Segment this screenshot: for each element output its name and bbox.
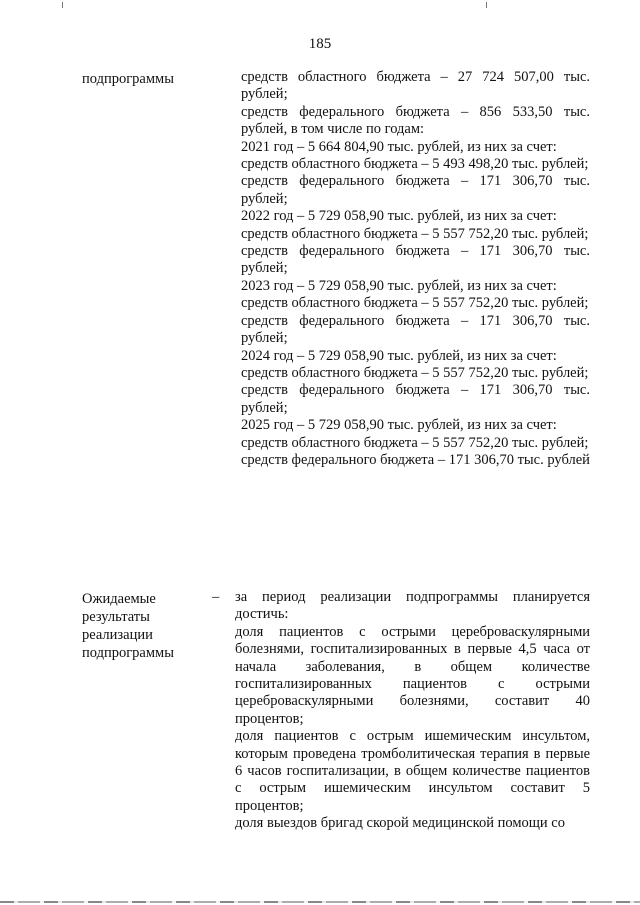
funding-line: средств областного бюджета – 5 557 752,20 тыс. рублей;: [241, 295, 589, 312]
expected-results: [235, 589, 590, 833]
funding-line: средств областного бюджета – 5 493 498,20 тыс. рублей;: [241, 156, 589, 173]
scan-edge: [0, 901, 640, 903]
result-paragraph: доля пациентов с острым ишемическим инсультом, которым проведена тромболитическая терапия в первые 6 часов госпитализации, в общем количестве пациентов с острым ишемическим инсультом составит 5 процентов;: [235, 728, 590, 814]
result-paragraph: за период реализации подпрограммы планируется достичь:: [235, 589, 590, 623]
funding-line: 2024 год – 5 729 058,90 тыс. рублей, из них за счет:: [241, 347, 557, 364]
funding-line: средств федерального бюджета – 171 306,70 тыс. рублей;: [241, 312, 590, 347]
page-number: 185: [308, 36, 332, 52]
funding-line: средств федерального бюджета – 171 306,70 тыс. рублей;: [241, 243, 590, 277]
section1-label: подпрограммы: [82, 71, 174, 87]
funding-line: средств областного бюджета – 5 557 752,20 тыс. рублей;: [241, 434, 589, 451]
funding-details: [241, 69, 590, 469]
funding-line: средств федерального бюджета – 171 306,70 тыс. рублей: [241, 451, 590, 468]
funding-line: средств федерального бюджета – 171 306,70 тыс. рублей;: [241, 173, 590, 207]
scan-mark: [486, 2, 487, 8]
funding-line: средств федерального бюджета – 856 533,50 тыс. рублей, в том числе по годам:: [241, 103, 590, 138]
result-paragraph: доля выездов бригад скорой медицинской помощи со: [235, 815, 565, 832]
funding-line: 2021 год – 5 664 804,90 тыс. рублей, из них за счет:: [241, 138, 557, 155]
funding-line: средств федерального бюджета – 171 306,70 тыс. рублей;: [241, 382, 590, 416]
scan-mark: [62, 2, 63, 8]
funding-line: средств областного бюджета – 5 557 752,20 тыс. рублей;: [241, 364, 589, 381]
funding-line: 2023 год – 5 729 058,90 тыс. рублей, из них за счет:: [241, 277, 557, 294]
section2-label: Ожидаемые результаты реализации подпрограммы: [82, 591, 174, 661]
funding-line: 2022 год – 5 729 058,90 тыс. рублей, из них за счет:: [241, 208, 557, 225]
result-paragraph: доля пациентов с острыми цереброваскулярными болезнями, госпитализированных в первые 4,5 часа от начала заболевания, в общем количестве госпитализированных пациентов с острыми цереброваскулярными болезнями, составит 40 процентов;: [235, 623, 590, 727]
funding-line: средств областного бюджета – 5 557 752,20 тыс. рублей;: [241, 225, 589, 242]
funding-line: 2025 год – 5 729 058,90 тыс. рублей, из них за счет:: [241, 417, 557, 434]
funding-line: средств областного бюджета – 27 724 507,00 тыс. рублей;: [241, 69, 590, 103]
row-dash: –: [212, 589, 220, 605]
